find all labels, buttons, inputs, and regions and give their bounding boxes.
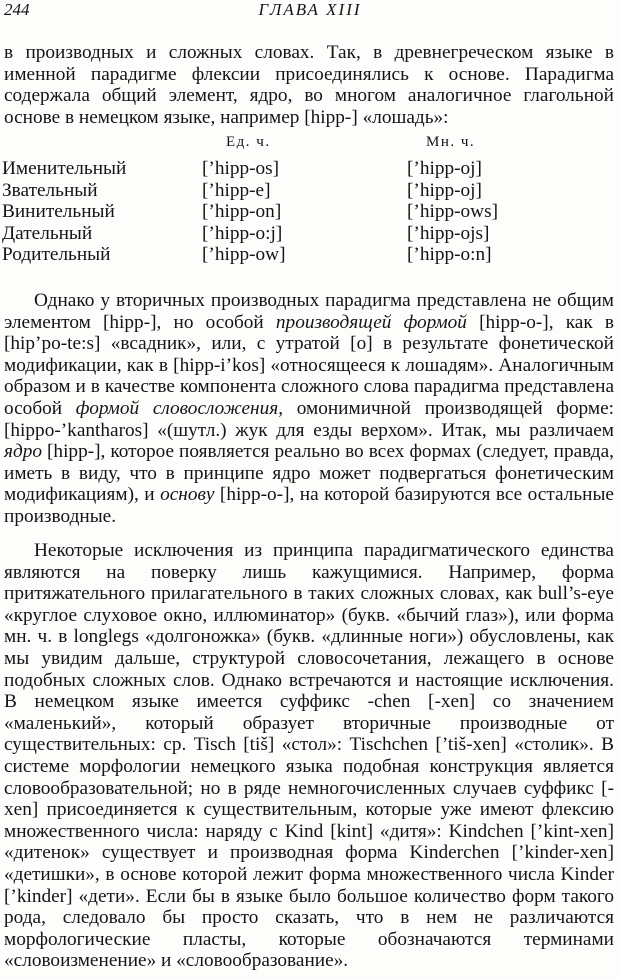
singular-form: [’hipp-e]: [202, 179, 271, 201]
case-name: Звательный: [2, 179, 98, 201]
singular-form: [’hipp-os]: [202, 158, 280, 179]
paragraph-exceptions: Некоторые исключения из принципа парадигматического единства являются на поверку лишь кажущимися. Например, форма притяжательного прилагательного в таких сложных словах, как bull’s-eye «круглое слуховое окно, иллюминатор» (букв. «бычий глаз»), или форма мн. ч. в longlegs «долгоножка» (букв. «длинные ноги») обусловлены, как мы увидим дальше, структурой словосочетания, лежащего в основе подобных сложных слов. Однако встречаются и настоящие исключения. В немецком языке имеется суффикс -chen [-xen] со значением «маленький», который образует вторичные производные от существительных: ср. Tisch [tiš] «стол»: Tischchen [’tiš-xen] «столик». В системе морфологии немецкого языка подобная конструкция является словообразовательной; но в ряде немногочисленных случаев суффикс [-xen] присоединяется к существительным, которые уже имеют флексию множественного числа: наряду с Kind [kint] «дитя»: Kindchen [’kint-xen] «дитенок» существует и производная форма Kinderchen [’kinder-xen] «детишки», в основе которой лежит форма множественного числа Kinder [’kinder] «дети». Если бы в языке было большое количество форм такого рода, следовало бы просто сказать, что в нем не различаются морфологические пласты, которые обозначаются терминами «словоизменение» и «словообразование».: [4, 540, 614, 972]
table-row: [0, 158, 620, 180]
page-number: 244: [4, 0, 30, 19]
plural-form: [’hipp-oj]: [407, 179, 482, 201]
case-name: Винительный: [2, 201, 115, 222]
table-row: [0, 244, 620, 266]
paragraph-secondary-derivatives: [4, 290, 614, 528]
table-column-headers: [0, 134, 620, 158]
italic-term: основу: [160, 484, 215, 506]
case-name: Дательный: [2, 222, 93, 244]
running-title: ГЛАВА XIII: [258, 0, 362, 19]
singular-header: Ед. ч.: [226, 134, 271, 150]
table-row: [0, 201, 620, 223]
text-run: [hipp-], которое появляется реально во всех формах (следует, правда, иметь в виду, что в принципе ядро может подвергаться фонетическим модификациям), и: [4, 441, 614, 506]
paragraph-intro: в производных и сложных словах. Так, в древнегреческом языке в именной парадигме флексии присоединялись к основе. Парадигма содержала общий элемент, ядро, во многом аналогичное глагольной основе в немецком языке, например [hipp-] «лошадь»:: [4, 42, 614, 128]
singular-form: [’hipp-o:j]: [202, 222, 283, 244]
plural-form: [’hipp-ojs]: [407, 222, 490, 244]
case-name: Именительный: [2, 158, 127, 179]
page-header: [0, 0, 620, 20]
plural-form: [’hipp-ows]: [407, 201, 499, 222]
singular-form: [’hipp-on]: [202, 201, 282, 222]
text-run: [hipp-o-], как в [hip’po-te:s] «всадник», или, с утратой [o] в результате фонетической модификации, как в [hipp-i’kos] «относящееся к лошадям». Аналогичным образом и в качестве компонента сложного слова парадигма представлена особой: [4, 311, 614, 419]
text-run: , омонимичной производящей форме: [hippo-’kantharos] «(шутл.) жук для езды верхом». Итак, мы различаем: [4, 397, 614, 441]
italic-term: ядро: [4, 441, 42, 463]
italic-term: формой словосложения: [75, 397, 279, 419]
plural-form: [’hipp-o:n]: [407, 244, 492, 265]
case-name: Родительный: [2, 244, 111, 265]
text-run: [hipp-o-], на которой базируются все остальные производные.: [4, 484, 614, 527]
paradigm-table: [0, 134, 620, 266]
text-run: Однако у вторичных производных парадигма представлена не общим элементом [hipp-], но особой: [4, 290, 614, 333]
italic-term: производящей формой: [275, 311, 467, 333]
plural-form: [’hipp-oj]: [407, 158, 482, 179]
plural-header: Мн. ч.: [426, 134, 476, 150]
singular-form: [’hipp-ow]: [202, 244, 286, 265]
table-row: [0, 223, 620, 245]
table-row: [0, 180, 620, 202]
